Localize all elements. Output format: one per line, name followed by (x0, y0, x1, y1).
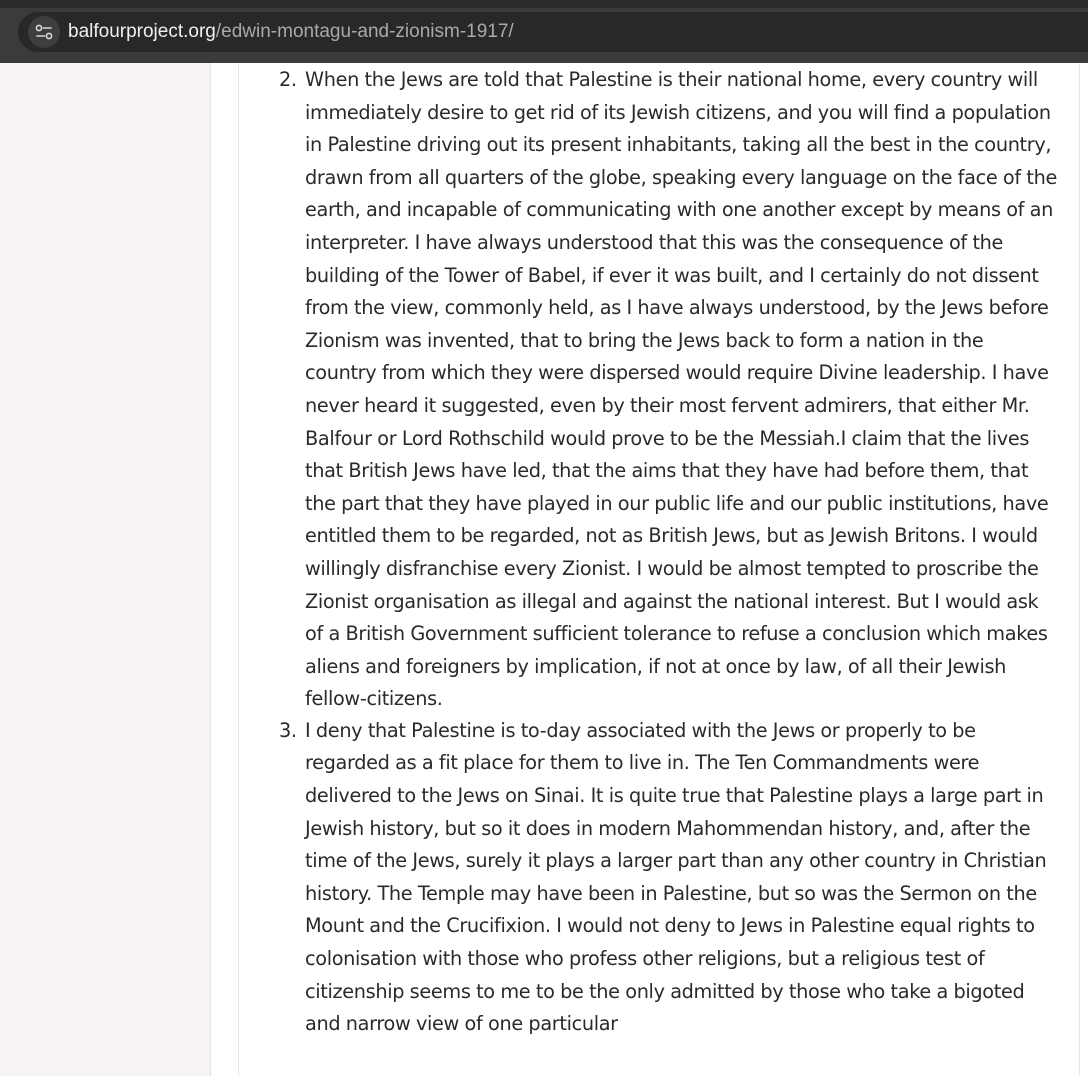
article-body (238, 63, 1080, 1076)
url-text[interactable] (68, 22, 514, 42)
numbered-list (279, 63, 1059, 1041)
list-item-text: I deny that Palestine is to-day associated with the Jews or properly to be regarded as a fit place for them to live in. The Ten Commandments were delivered to the Jews on Sinai. It is quite true that Palestine plays a large part in Jewish history, but so it does in modern Mahommendan history, and, after the time of the Jews, surely it plays a larger part than any other country in Christian history. The Temple may have been in Palestine, but so was the Sermon on the Mount and the Crucifixion. I would not deny to Jews in Palestine equal rights to colonisation with those who profess other religions, but a religious test of citizenship seems to me to be the only admitted by those who take a bigoted and narrow view of one particular (305, 718, 1047, 1036)
list-item (279, 715, 1059, 1041)
list-item-number: 3. (279, 718, 297, 742)
address-bar[interactable] (18, 12, 1088, 52)
browser-toolbar (0, 0, 1088, 63)
url-path: /edwin-montagu-and-zionism-1917/ (215, 21, 514, 42)
url-host: balfourproject.org (68, 21, 216, 42)
content-panel (210, 63, 1088, 1076)
list-item-text: When the Jews are told that Palestine is their national home, every country will immediately desire to get rid of its Jewish citizens, and you will find a population in Palestine driving out its present inhabitants, taking all the best in the country, drawn from all quarters of the globe, speaking every language on the face of the earth, and incapable of communicating with one another except by means of an interpreter. I have always understood that this was the consequence of the building of the Tower of Babel, if ever it was built, and I certainly do not dissent from the view, commonly held, as I have always understood, by the Jews before Zionism was invented, that to bring the Jews back to form a nation in the country from which they were dispersed would require Divine leadership. I have never heard it suggested, even by their most fervent admirers, that either Mr. Balfour or Lord Rothschild would prove to be the Messiah.I claim that the lives that British Jews have led, that the aims that they have had before them, that the part that they have played in our public life and our public institutions, have entitled them to be regarded, not as British Jews, but as Jewish Britons. I would willingly disfranchise every Zionist. I would be almost tempted to proscribe the Zionist organisation as illegal and against the national interest. But I would ask of a British Government sufficient tolerance to refuse a conclusion which makes aliens and foreigners by implication, if not at once by law, of all their Jewish fellow-citizens. (305, 68, 1057, 711)
tune-icon[interactable] (28, 16, 60, 48)
list-item (279, 64, 1059, 716)
list-item-number: 2. (279, 68, 297, 91)
left-sidebar-blank (0, 63, 210, 1076)
